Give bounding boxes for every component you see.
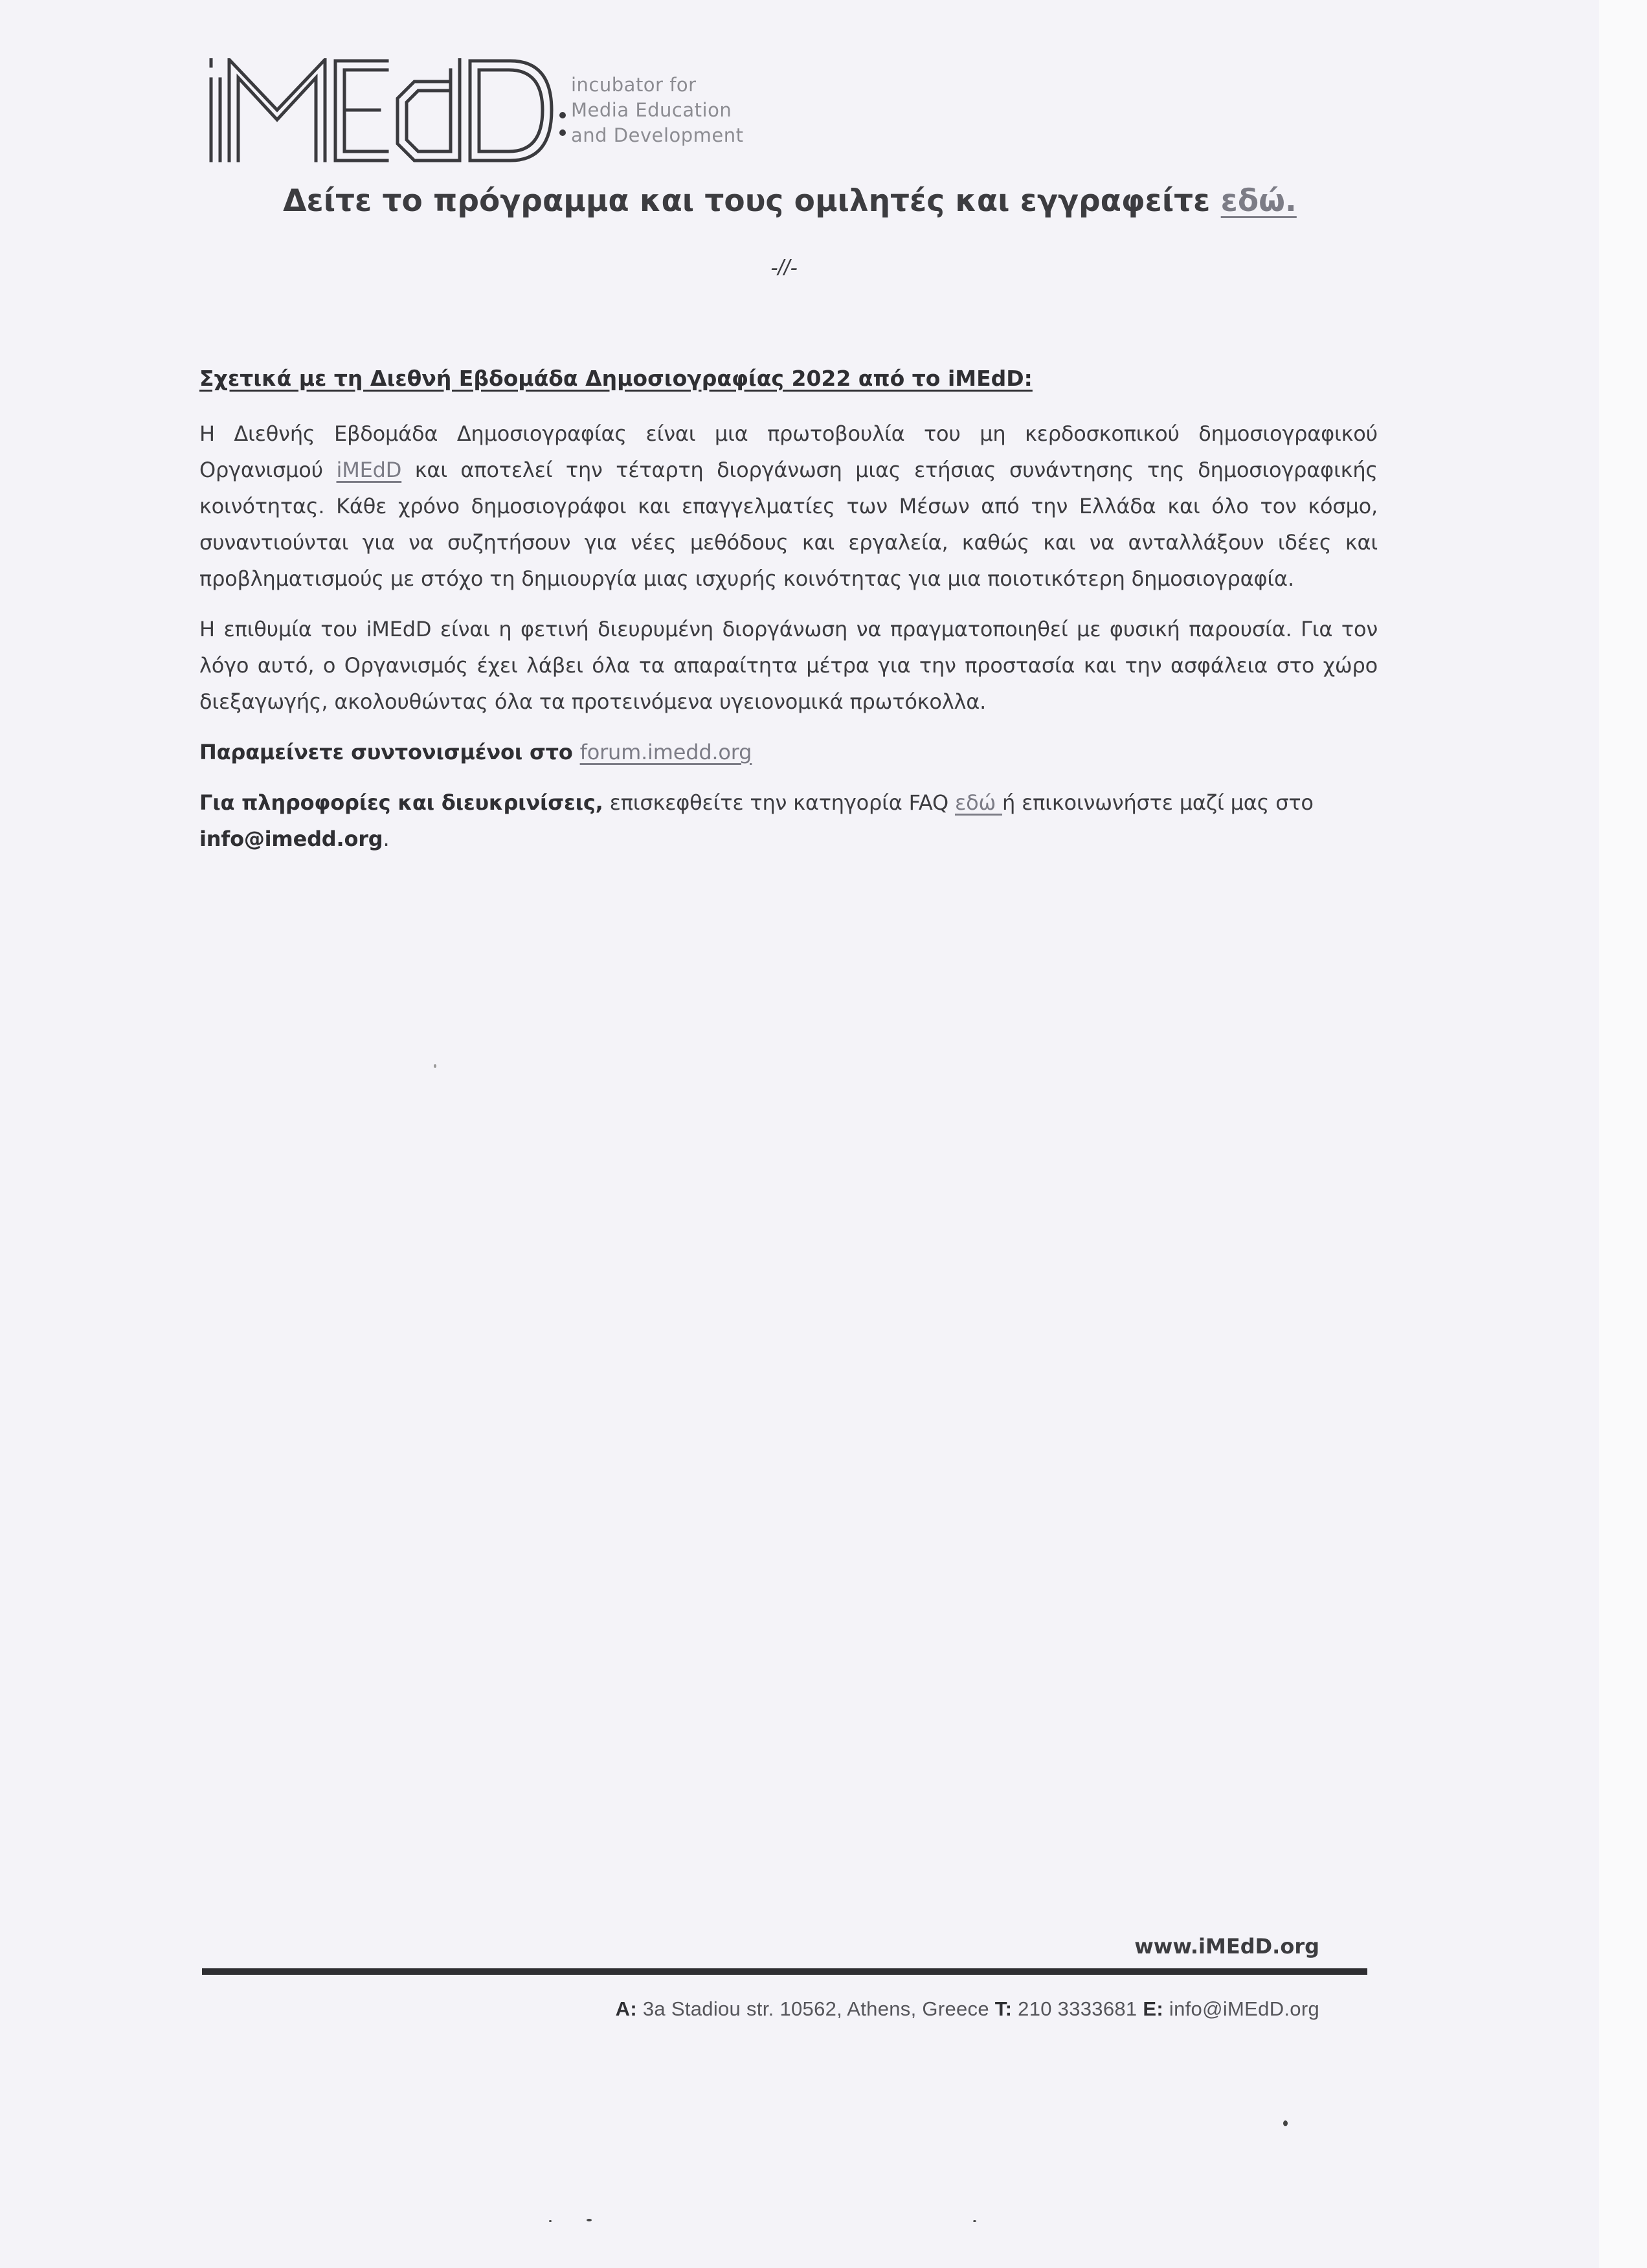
tagline-line-3: and Development bbox=[571, 124, 744, 146]
article-body bbox=[199, 366, 1378, 871]
address-text: 3a Stadiou str. 10562, Athens, Greece bbox=[636, 1997, 995, 2020]
footer-website[interactable]: www.iMEdD.org bbox=[1134, 1934, 1319, 1959]
headline-text: Δείτε το πρόγραμμα και τους ομιλητές και εγγραφείτε bbox=[283, 183, 1221, 219]
scan-speck bbox=[587, 2219, 592, 2221]
separator: -//- bbox=[770, 256, 798, 280]
info-label: Για πληροφορίες και διευκρινίσεις, bbox=[199, 790, 603, 815]
scan-speck bbox=[1283, 2120, 1288, 2126]
scan-speck bbox=[434, 1064, 436, 1068]
paragraph-stay-tuned bbox=[199, 734, 1378, 770]
tagline-line-2: Media Education bbox=[571, 99, 732, 121]
scan-speck bbox=[549, 2220, 552, 2222]
paragraph-info bbox=[199, 784, 1378, 857]
email-label: E: bbox=[1143, 1997, 1163, 2020]
phone-label: T: bbox=[994, 1997, 1013, 2020]
stay-tuned-label: Παραμείνετε συντονισμένοι στο bbox=[199, 740, 580, 764]
info-text: επισκεφθείτε την κατηγορία FAQ bbox=[603, 790, 955, 815]
faq-link[interactable]: εδώ bbox=[954, 790, 1003, 815]
headline-register-link[interactable]: εδώ. bbox=[1220, 183, 1297, 219]
scan-speck bbox=[973, 2220, 976, 2222]
paragraph-about bbox=[199, 416, 1378, 597]
imedd-link[interactable]: iMEdD bbox=[336, 458, 402, 482]
info-email[interactable]: info@imedd.org bbox=[199, 827, 383, 851]
imedd-logo-wordmark bbox=[206, 58, 568, 168]
phone-text: 210 3333681 bbox=[1012, 1997, 1143, 2020]
paragraph-about-end: και αποτελεί την τέταρτη διοργάνωση μιας ετήσιας συνάντησης της δημοσιογραφικής κοινότητας. Κάθε χρόνο δημοσιογράφοι και επαγγελματίες των Μέσων από την Ελλάδα και όλο τον κόσμο, συναντιούνται για να συζητήσουν για νέες μεθόδους και εργαλεία, καθώς και να ανταλλάξουν ιδέες και προβληματισμούς με στόχο τη δημιουργία μιας ισχυρής κοινότητας για μια ποιοτικότερη δημοσιογραφία. bbox=[199, 458, 1378, 591]
scan-margin bbox=[1599, 0, 1647, 2268]
section-title: Σχετικά με τη Διεθνή Εβδομάδα Δημοσιογραφίας 2022 από το iMEdD: bbox=[199, 366, 1033, 391]
logo-tagline bbox=[571, 72, 744, 148]
tagline-line-1: incubator for bbox=[571, 74, 697, 96]
info-contact-text: ή επικοινωνήστε μαζί μας στο bbox=[1002, 790, 1314, 815]
address-label: A: bbox=[615, 1997, 637, 2020]
footer-divider bbox=[202, 1968, 1367, 1975]
headline bbox=[0, 183, 1580, 219]
info-end: . bbox=[383, 827, 390, 851]
paragraph-about-start: Η Διεθνής Εβδομάδα Δημοσιογραφίας είναι μια πρωτοβουλία του μη κερδοσκοπικού δημοσιογραφικού Οργανισμού bbox=[199, 421, 1378, 482]
forum-link[interactable]: forum.imedd.org bbox=[579, 740, 752, 764]
paragraph-safety: Η επιθυμία του iMEdD είναι η φετινή διευρυμένη διοργάνωση να πραγματοποιηθεί με φυσική παρουσία. Για τον λόγο αυτό, ο Οργανισμός έχει λάβει όλα τα απαραίτητα μέτρα για την προστασία και την ασφάλεια στο χώρο διεξαγωγής, ακολουθώντας όλα τα προτεινόμενα υγειονομικά πρωτόκολλα. bbox=[199, 617, 1378, 714]
email-text[interactable]: info@iMEdD.org bbox=[1163, 1997, 1319, 2020]
footer-contact bbox=[616, 1997, 1319, 2021]
